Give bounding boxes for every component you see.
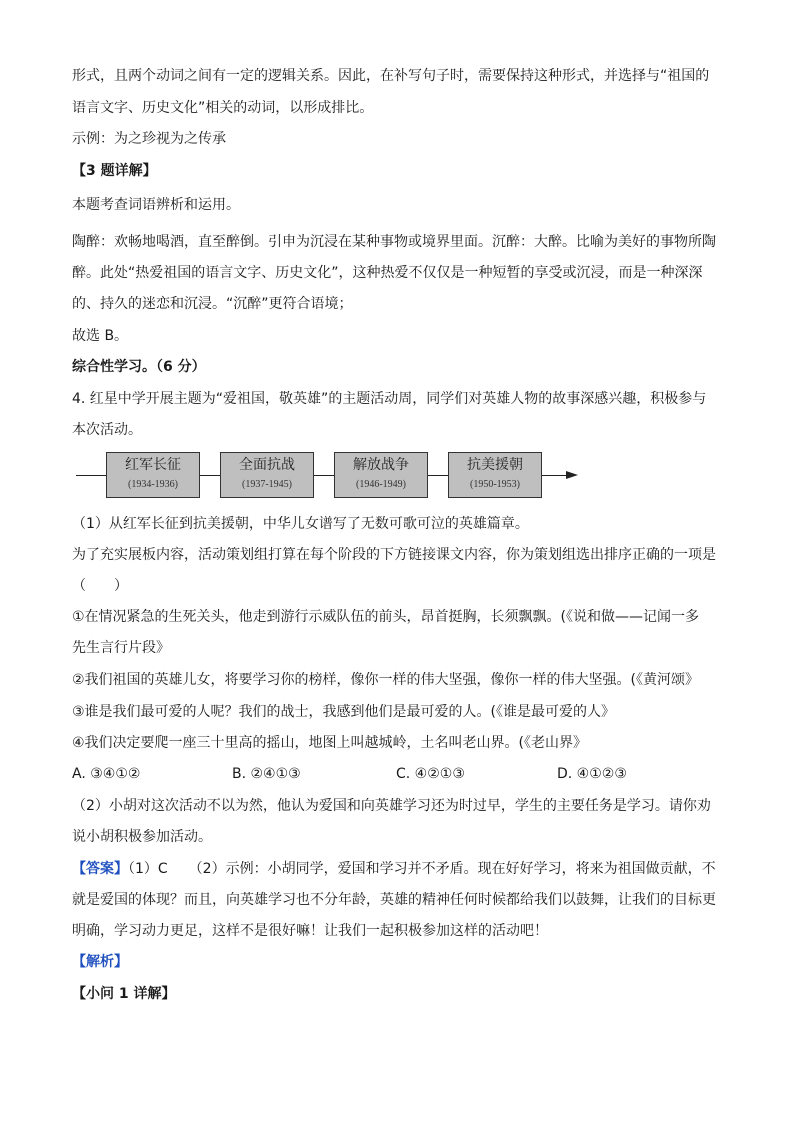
text-line: 本次活动。 [72, 422, 142, 438]
question-4-text: 4. 红星中学开展主题为“爱祖国，敬英雄”的主题活动周，同学们对英雄人物的故事深感兴趣，积极参与 [72, 391, 707, 407]
sub-question-1-detail-heading: 【小问 1 详解】 [72, 986, 176, 1002]
item-2: ②我们祖国的英雄儿女，将要学习你的榜样，像你一样的伟大坚强，像你一样的伟大坚强。(《黄河颂》 [72, 672, 700, 688]
text-line: 为了充实展板内容，活动策划组打算在每个阶段的下方链接课文内容，你为策划组选出排序正确的一项是 [72, 547, 716, 563]
timeline-stage [448, 452, 542, 498]
text-line: 醉。此处“热爱祖国的语言文字、历史文化”，这种热爱不仅仅是一种短暂的享受或沉浸，而是一种深深 [72, 265, 703, 281]
text-line: 就是爱国的体现？而且，向英雄学习也不分年龄，英雄的精神任何时候都给我们以鼓舞，让我们的目标更 [72, 892, 716, 908]
example-line: 示例：为之珍视为之传承 [72, 131, 226, 147]
option-a: A. ③④①② [72, 766, 141, 782]
answer-label: 【答案】 [72, 861, 128, 877]
text-line: 本题考查词语辨析和运用。 [72, 197, 240, 213]
stage-title: 红军长征 [125, 457, 181, 473]
stage-title: 全面抗战 [239, 457, 295, 473]
item-4: ④我们决定要爬一座三十里高的摇山，地图上叫越城岭，土名叫老山界。(《老山界》 [72, 735, 588, 751]
sub-question-1: （1）从红军长征到抗美援朝，中华儿女谱写了无数可歌可泣的英雄篇章。 [72, 516, 529, 532]
timeline-stage [106, 452, 200, 498]
answer-line: 故选 B。 [72, 328, 129, 344]
timeline-stage [334, 452, 428, 498]
option-b: B. ②④①③ [232, 766, 301, 782]
item-1-cont: 先生言行片段》 [72, 640, 170, 656]
item-1: ①在情况紧急的生死关头，他走到游行示威队伍的前头，昂首挺胸，长须飘飘。(《说和做——记闻一多 [72, 609, 700, 625]
option-c: C. ④②①③ [396, 766, 465, 782]
stage-years: (1934-1936) [128, 479, 178, 490]
stage-years: (1950-1953) [470, 479, 520, 490]
text-line: 陶醉：欢畅地喝酒，直至醉倒。引申为沉浸在某种事物或境界里面。沉醉：大醉。比喻为美好的事物所陶 [72, 234, 716, 250]
text-line: 明确，学习动力更足，这样不是很好嘛！让我们一起积极参加这样的活动吧！ [72, 923, 548, 939]
stage-title: 解放战争 [353, 457, 409, 473]
item-3: ③谁是我们最可爱的人呢？我们的战士，我感到他们是最可爱的人。(《谁是最可爱的人》 [72, 704, 616, 720]
history-timeline [72, 446, 582, 504]
option-d: D. ④①②③ [557, 766, 627, 782]
answer-text: （1）C （2）示例：小胡同学，爱国和学习并不矛盾。现在好好学习，将来为祖国做贡献，不 [128, 861, 716, 877]
timeline-stage [220, 452, 314, 498]
text-line: 形式，且两个动词之间有一定的逻辑关系。因此，在补写句子时，需要保持这种形式，并选择与“祖国的 [72, 68, 710, 84]
stage-years: (1937-1945) [242, 479, 292, 490]
stage-years: (1946-1949) [356, 479, 406, 490]
text-line: 说小胡积极参加活动。 [72, 829, 212, 845]
arrow-right-icon [566, 471, 578, 479]
section-title: 综合性学习。（6 分） [72, 359, 206, 375]
stage-title: 抗美援朝 [467, 457, 523, 473]
answer-line [72, 859, 724, 879]
text-line: 的、持久的迷恋和沉浸。“沉醉”更符合语境； [72, 296, 353, 312]
analysis-label: 【解析】 [72, 954, 128, 970]
sub-question-2: （2）小胡对这次活动不以为然，他认为爱国和向英雄学习还为时过早，学生的主要任务是学习。请你劝 [72, 798, 711, 814]
section-heading-q3: 【3 题详解】 [72, 163, 157, 179]
answer-bracket: （ ） [72, 578, 128, 594]
text-line: 语言文字、历史文化”相关的动词，以形成排比。 [72, 100, 374, 116]
